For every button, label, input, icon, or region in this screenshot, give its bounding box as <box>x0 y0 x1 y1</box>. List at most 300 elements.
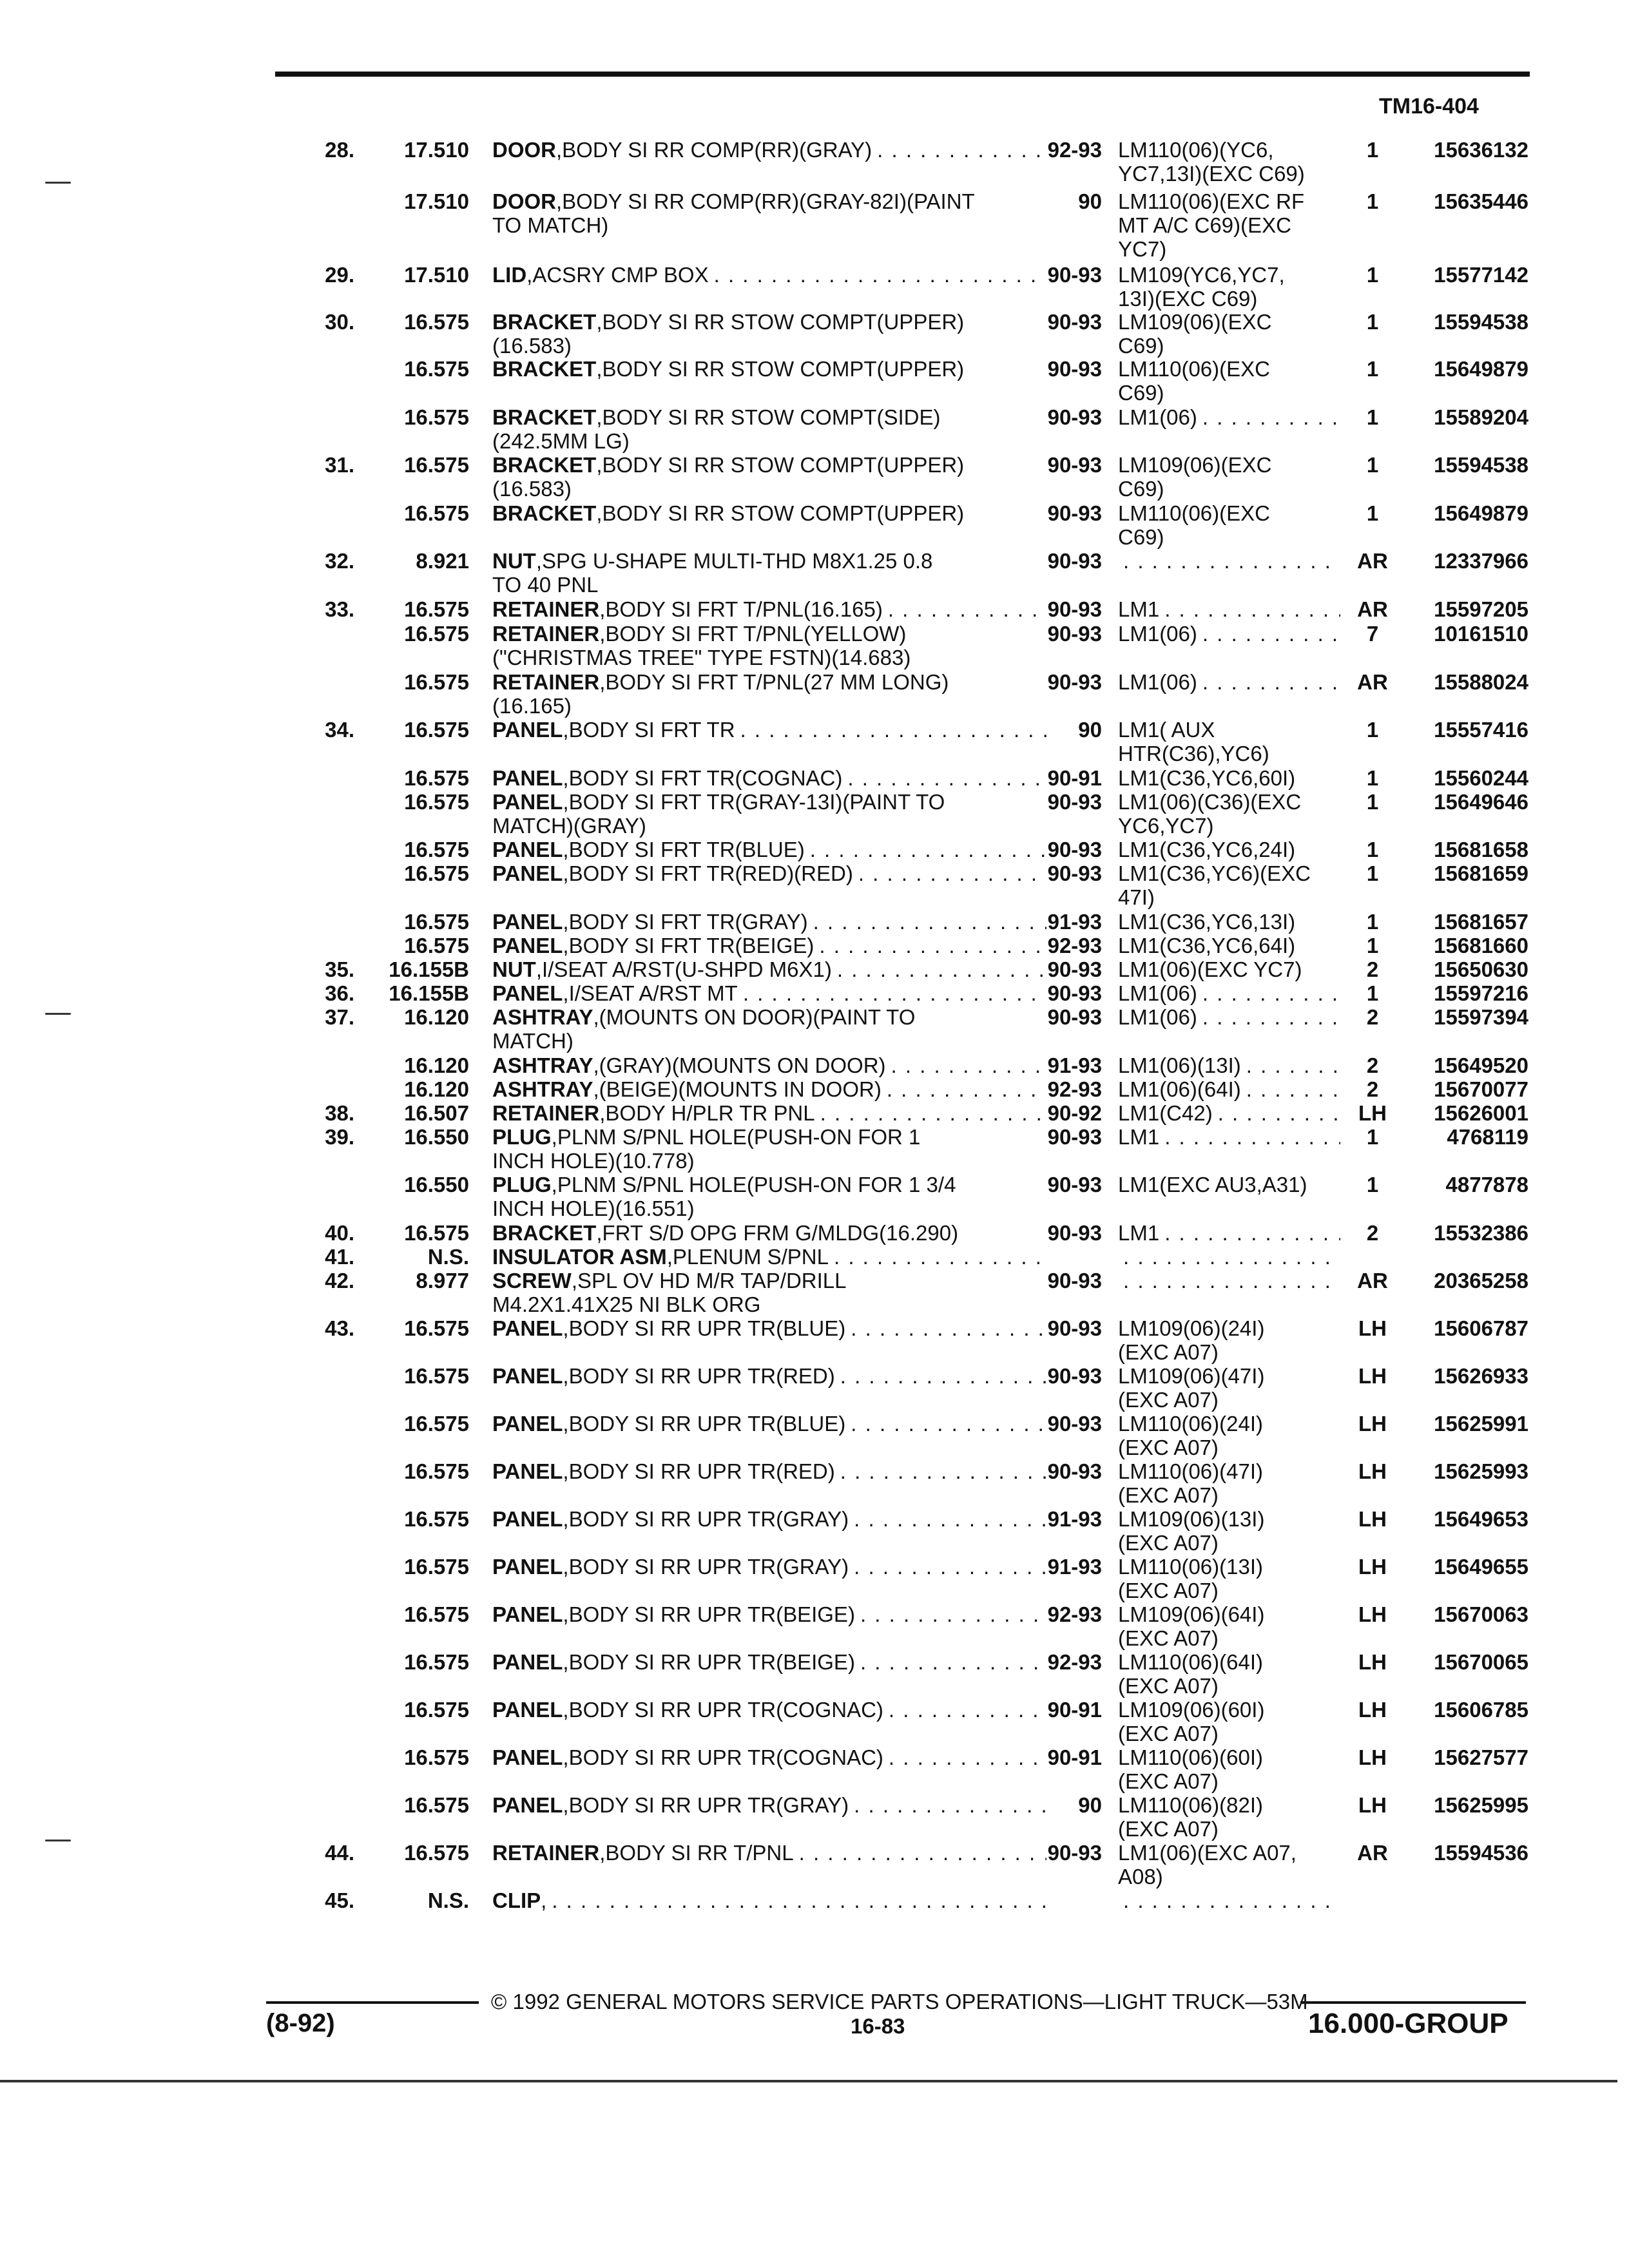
description-line <box>492 1888 1046 1912</box>
parts-row <box>0 934 1629 957</box>
model-years: 90-93 <box>1047 1841 1102 1865</box>
part-name: RETAINER <box>492 1101 600 1125</box>
part-name: DOOR <box>492 138 556 162</box>
part-number: 15626001 <box>1434 1101 1528 1125</box>
part-name: PANEL <box>492 1555 563 1579</box>
usage-text: LM1(C36,YC6,60I) <box>1118 766 1296 790</box>
group-number: 16.575 <box>404 1459 469 1483</box>
group-number: 16.120 <box>404 1053 469 1077</box>
part-description <box>492 1005 1046 1053</box>
group-number: 17.510 <box>404 189 469 213</box>
part-description <box>492 357 1046 381</box>
description-line <box>492 670 1046 694</box>
description-line <box>492 405 1046 429</box>
parts-row <box>0 310 1629 357</box>
part-number: 15560244 <box>1434 766 1528 790</box>
model-years: 92-93 <box>1047 138 1102 162</box>
quantity: 1 <box>1366 981 1379 1005</box>
description-line <box>492 310 1046 334</box>
part-name: NUT <box>492 957 536 981</box>
description-continuation: (16.583) <box>492 477 572 501</box>
description-continuation: TO MATCH) <box>492 213 609 237</box>
part-detail: ,BODY SI RR COMP(RR)(GRAY) <box>556 138 872 162</box>
part-name: LID <box>492 263 527 287</box>
quantity: 2 <box>1366 1053 1379 1077</box>
part-name: PLUG <box>492 1125 552 1149</box>
model-years: 90 <box>1078 1793 1102 1817</box>
item-number: 44. <box>325 1841 354 1865</box>
part-description <box>492 670 1046 718</box>
document-number: TM16-404 <box>1379 94 1479 119</box>
usage-code <box>1118 670 1340 694</box>
description-line <box>492 1173 1046 1196</box>
group-number: 16.575 <box>404 405 469 429</box>
part-name: PANEL <box>492 1459 563 1483</box>
usage-line <box>1118 1888 1340 1912</box>
description-line <box>492 1245 1046 1269</box>
usage-text: LM1(C42) <box>1118 1101 1213 1125</box>
dot-leader <box>854 1793 1046 1817</box>
top-rule <box>275 72 1530 77</box>
dot-leader <box>1246 1053 1340 1077</box>
part-description <box>492 453 1046 501</box>
group-number: 16.575 <box>404 1745 469 1769</box>
parts-row <box>0 263 1629 310</box>
group-number: 16.575 <box>404 790 469 814</box>
description-line <box>492 189 1046 213</box>
dot-leader <box>743 981 1046 1005</box>
usage-code <box>1118 263 1340 311</box>
part-description <box>492 310 1046 358</box>
usage-text: LM110(06)(24I) <box>1118 1412 1263 1436</box>
usage-line <box>1118 1698 1340 1722</box>
group-number: 16.575 <box>404 357 469 381</box>
model-years: 90-93 <box>1047 453 1102 477</box>
description-line <box>492 1316 1046 1340</box>
item-number: 43. <box>325 1316 354 1340</box>
usage-text: LM1(06)(EXC A07, <box>1118 1841 1296 1865</box>
part-name: PLUG <box>492 1173 552 1196</box>
dot-leader <box>834 1245 1046 1269</box>
description-line <box>492 138 1046 162</box>
usage-text: LM1(C36,YC6)(EXC <box>1118 861 1311 885</box>
model-years: 91-93 <box>1047 910 1102 934</box>
item-number: 45. <box>325 1888 354 1912</box>
usage-code <box>1118 981 1340 1005</box>
group-number: N.S. <box>427 1245 469 1269</box>
parts-row <box>0 189 1629 263</box>
part-number: 15594536 <box>1434 1841 1528 1865</box>
model-years: 90-93 <box>1047 790 1102 814</box>
description-line <box>492 1269 1046 1293</box>
description-line <box>492 1507 1046 1531</box>
usage-line <box>1118 310 1340 334</box>
usage-code <box>1118 910 1340 934</box>
parts-row <box>0 1650 1629 1698</box>
usage-line <box>1118 1125 1340 1149</box>
description-continuation: INCH HOLE)(10.778) <box>492 1149 695 1173</box>
parts-row <box>0 1364 1629 1412</box>
usage-line <box>1118 1005 1340 1029</box>
item-number: 41. <box>325 1245 354 1269</box>
usage-continuation: (EXC A07) <box>1118 1483 1219 1507</box>
description-line <box>492 1005 1046 1029</box>
usage-text: LM1(06) <box>1118 981 1197 1005</box>
usage-continuation: (EXC A07) <box>1118 1436 1219 1459</box>
part-number: 15636132 <box>1434 138 1528 162</box>
description-line <box>492 1650 1046 1674</box>
model-years: 91-93 <box>1047 1507 1102 1531</box>
part-detail: ,PLENUM S/PNL <box>666 1245 829 1269</box>
part-name: PANEL <box>492 1698 563 1722</box>
dot-leader <box>1123 1269 1340 1293</box>
usage-line <box>1118 622 1340 646</box>
part-detail: ,BODY SI RR COMP(RR)(GRAY-82I)(PAINT <box>556 189 975 213</box>
dot-leader <box>851 1316 1046 1340</box>
parts-list <box>0 138 1629 1912</box>
dot-leader <box>887 1077 1046 1101</box>
parts-row <box>0 405 1629 453</box>
model-years: 90-93 <box>1047 1005 1102 1029</box>
description-line <box>492 1101 1046 1125</box>
parts-row <box>0 597 1629 622</box>
usage-continuation: (EXC A07) <box>1118 1674 1219 1698</box>
model-years: 92-93 <box>1047 1077 1102 1101</box>
quantity: LH <box>1358 1101 1387 1125</box>
group-number: 16.575 <box>404 1364 469 1388</box>
quantity: LH <box>1358 1555 1387 1579</box>
part-description <box>492 501 1046 525</box>
group-number: 16.155B <box>389 957 469 981</box>
parts-row <box>0 1412 1629 1459</box>
dot-leader <box>1164 1221 1340 1245</box>
usage-continuation: C69) <box>1118 334 1164 358</box>
description-line <box>492 1745 1046 1769</box>
part-number: 15557416 <box>1434 718 1528 742</box>
usage-line <box>1118 934 1340 957</box>
item-number: 30. <box>325 310 354 334</box>
part-detail: ,(MOUNTS ON DOOR)(PAINT TO <box>593 1005 916 1029</box>
description-line <box>492 838 1046 861</box>
part-detail: ,(BEIGE)(MOUNTS IN DOOR) <box>593 1077 882 1101</box>
quantity: AR <box>1357 597 1388 621</box>
part-description <box>492 1221 1046 1245</box>
usage-continuation: YC7,13I)(EXC C69) <box>1118 162 1305 186</box>
usage-text: LM110(06)(60I) <box>1118 1745 1263 1769</box>
part-description <box>492 1841 1046 1865</box>
usage-code <box>1118 1602 1340 1650</box>
usage-text: LM1(06)(13I) <box>1118 1053 1241 1077</box>
dot-leader <box>1202 405 1340 429</box>
group-number: 16.575 <box>404 310 469 334</box>
description-line <box>492 1412 1046 1436</box>
parts-row <box>0 766 1629 790</box>
part-description <box>492 622 1046 669</box>
dot-leader <box>860 1602 1046 1626</box>
part-number: 15588024 <box>1434 670 1528 694</box>
part-detail: ,BODY SI RR T/PNL <box>599 1841 794 1865</box>
description-line <box>492 981 1046 1005</box>
model-years: 90-93 <box>1047 549 1102 573</box>
quantity: 1 <box>1366 405 1379 429</box>
group-number: 16.575 <box>404 1507 469 1531</box>
quantity: 7 <box>1366 622 1379 646</box>
part-description <box>492 1125 1046 1173</box>
part-name: BRACKET <box>492 405 597 429</box>
parts-row <box>0 1221 1629 1245</box>
model-years: 90-93 <box>1047 263 1102 287</box>
quantity: 1 <box>1366 910 1379 934</box>
quantity: AR <box>1357 1841 1388 1865</box>
part-description <box>492 1650 1046 1674</box>
item-number: 35. <box>325 957 354 981</box>
group-number: 8.921 <box>416 549 469 573</box>
model-years: 90-93 <box>1047 1459 1102 1483</box>
part-description <box>492 1745 1046 1769</box>
group-number: 16.575 <box>404 1316 469 1340</box>
usage-text: LM1(06)(64I) <box>1118 1077 1241 1101</box>
dot-leader <box>1218 1101 1340 1125</box>
usage-text: LM110(06)(YC6, <box>1118 138 1274 162</box>
model-years: 90-93 <box>1047 405 1102 429</box>
part-detail: ,SPL OV HD M/R TAP/DRILL <box>571 1269 847 1293</box>
group-number: 16.575 <box>404 1650 469 1674</box>
item-number: 31. <box>325 453 354 477</box>
usage-code <box>1118 1173 1340 1196</box>
usage-line <box>1118 1364 1340 1388</box>
quantity: LH <box>1358 1602 1387 1626</box>
part-number: 15681659 <box>1434 861 1528 885</box>
usage-text: LM109(06)(64I) <box>1118 1602 1265 1626</box>
group-number: 16.575 <box>404 1698 469 1722</box>
parts-row <box>0 1602 1629 1650</box>
parts-row <box>0 1793 1629 1841</box>
usage-line <box>1118 1745 1340 1769</box>
usage-line <box>1118 790 1340 814</box>
part-name: CLIP <box>492 1888 541 1912</box>
quantity: 1 <box>1366 718 1379 742</box>
dot-leader <box>1123 1888 1340 1912</box>
part-detail: ,I/SEAT A/RST(U-SHPD M6X1) <box>535 957 832 981</box>
parts-row <box>0 861 1629 910</box>
quantity: 1 <box>1366 453 1379 477</box>
parts-row <box>0 1077 1629 1101</box>
usage-line <box>1118 670 1340 694</box>
description-line <box>492 357 1046 381</box>
description-line <box>492 1841 1046 1865</box>
description-line <box>492 790 1046 814</box>
model-years: 90-93 <box>1047 357 1102 381</box>
dot-leader <box>820 1101 1046 1125</box>
usage-line <box>1118 453 1340 477</box>
dot-leader <box>1202 622 1340 646</box>
usage-code <box>1118 549 1340 573</box>
part-name: RETAINER <box>492 597 600 621</box>
description-line <box>492 1459 1046 1483</box>
usage-line <box>1118 1841 1340 1865</box>
part-description <box>492 838 1046 861</box>
dot-leader <box>1123 549 1340 573</box>
usage-text: LM109(06)(24I) <box>1118 1316 1265 1340</box>
part-detail: ,BODY SI FRT TR(COGNAC) <box>563 766 843 790</box>
part-name: BRACKET <box>492 357 597 381</box>
description-line <box>492 910 1046 934</box>
part-name: PANEL <box>492 981 563 1005</box>
usage-code <box>1118 1793 1340 1841</box>
group-number: 16.575 <box>404 453 469 477</box>
part-description <box>492 1077 1046 1101</box>
group-number: 16.575 <box>404 670 469 694</box>
part-number: 15649879 <box>1434 357 1528 381</box>
usage-code <box>1118 1221 1340 1245</box>
dot-leader <box>891 1053 1046 1077</box>
group-number: 16.507 <box>404 1101 469 1125</box>
footer-rule-left <box>266 2001 479 2004</box>
usage-code <box>1118 957 1340 981</box>
part-name: PANEL <box>492 718 563 742</box>
part-name: ASHTRAY <box>492 1005 593 1029</box>
quantity: 1 <box>1366 263 1379 287</box>
quantity: 1 <box>1366 189 1379 213</box>
usage-text: LM1(EXC AU3,A31) <box>1118 1173 1307 1196</box>
description-line <box>492 934 1046 957</box>
part-name: BRACKET <box>492 501 597 525</box>
part-number: 15649520 <box>1434 1053 1528 1077</box>
quantity: 1 <box>1366 1125 1379 1149</box>
group-number: 16.575 <box>404 766 469 790</box>
usage-code <box>1118 501 1340 549</box>
part-name: SCREW <box>492 1269 572 1293</box>
usage-line <box>1118 910 1340 934</box>
part-name: PANEL <box>492 1412 563 1436</box>
description-continuation: MATCH) <box>492 1029 574 1053</box>
usage-continuation: C69) <box>1118 525 1164 549</box>
description-line <box>492 622 1046 646</box>
part-number: 20365258 <box>1434 1269 1528 1293</box>
parts-row <box>0 838 1629 861</box>
usage-text: LM109(06)(EXC <box>1118 453 1272 477</box>
part-detail: ,BODY SI FRT TR(GRAY-13I)(PAINT TO <box>563 790 945 814</box>
part-detail: ,BODY SI RR STOW COMPT(SIDE) <box>596 405 941 429</box>
usage-text: LM1(06)(C36)(EXC <box>1118 790 1302 814</box>
usage-line <box>1118 1555 1340 1579</box>
part-detail: ,BODY SI RR UPR TR(GRAY) <box>563 1507 849 1531</box>
part-detail: ,BODY SI RR STOW COMPT(UPPER) <box>596 357 965 381</box>
description-continuation: INCH HOLE)(16.551) <box>492 1196 695 1220</box>
usage-code <box>1118 1364 1340 1412</box>
group-number: 16.575 <box>404 501 469 525</box>
description-line <box>492 957 1046 981</box>
usage-line <box>1118 1053 1340 1077</box>
usage-line <box>1118 1101 1340 1125</box>
group-number: 16.155B <box>389 981 469 1005</box>
model-years: 90-93 <box>1047 838 1102 861</box>
group-number: 16.575 <box>404 934 469 957</box>
part-description <box>492 1053 1046 1077</box>
usage-line <box>1118 405 1340 429</box>
model-years: 90 <box>1078 718 1102 742</box>
parts-row <box>0 910 1629 934</box>
description-continuation: (16.583) <box>492 334 572 358</box>
model-years: 90-93 <box>1047 1364 1102 1388</box>
usage-code <box>1118 1555 1340 1602</box>
usage-continuation: (EXC A07) <box>1118 1579 1219 1602</box>
quantity: 1 <box>1366 310 1379 334</box>
usage-text: LM1(06) <box>1118 670 1197 694</box>
group-number: 16.575 <box>404 838 469 861</box>
parts-row <box>0 1459 1629 1507</box>
usage-line <box>1118 1077 1340 1101</box>
usage-line <box>1118 1221 1340 1245</box>
parts-row <box>0 670 1629 718</box>
usage-code <box>1118 1316 1340 1364</box>
part-detail: ,BODY SI FRT TR(BEIGE) <box>563 934 815 957</box>
usage-text: LM1 <box>1118 1125 1160 1149</box>
footer-group-label: 16.000-GROUP <box>1308 2008 1509 2039</box>
usage-code <box>1118 1888 1340 1912</box>
group-number: 8.977 <box>416 1269 469 1293</box>
usage-text: LM1( AUX <box>1118 718 1215 742</box>
usage-code <box>1118 790 1340 838</box>
usage-continuation: (EXC A07) <box>1118 1340 1219 1364</box>
part-name: PANEL <box>492 1316 563 1340</box>
part-number: 15594538 <box>1434 310 1528 334</box>
quantity: LH <box>1358 1507 1387 1531</box>
usage-line <box>1118 597 1340 621</box>
part-detail: ,FRT S/D OPG FRM G/MLDG(16.290) <box>596 1221 959 1245</box>
quantity: 1 <box>1366 766 1379 790</box>
usage-line <box>1118 501 1340 525</box>
part-number: 15625991 <box>1434 1412 1528 1436</box>
dot-leader <box>837 957 1046 981</box>
item-number: 33. <box>325 597 354 621</box>
part-description <box>492 861 1046 885</box>
part-detail: ,BODY SI RR STOW COMPT(UPPER) <box>596 501 965 525</box>
usage-continuation: YC6,YC7) <box>1118 814 1214 838</box>
usage-code <box>1118 1101 1340 1125</box>
dot-leader <box>860 1650 1046 1674</box>
part-number: 15681658 <box>1434 838 1528 861</box>
usage-line <box>1118 957 1340 981</box>
model-years: 90-93 <box>1047 310 1102 334</box>
description-line <box>492 263 1046 287</box>
part-number: 15670077 <box>1434 1077 1528 1101</box>
bottom-rule <box>0 2080 1617 2082</box>
group-number: 16.550 <box>404 1173 469 1196</box>
dot-leader <box>889 1698 1046 1722</box>
description-line <box>492 1555 1046 1579</box>
model-years: 90-93 <box>1047 981 1102 1005</box>
usage-continuation: C69) <box>1118 381 1164 405</box>
dot-leader <box>1164 597 1340 621</box>
usage-line <box>1118 357 1340 381</box>
usage-line <box>1118 138 1340 162</box>
usage-continuation: (EXC A07) <box>1118 1531 1219 1555</box>
dot-leader <box>854 1555 1046 1579</box>
group-number: 16.575 <box>404 1221 469 1245</box>
usage-line <box>1118 1602 1340 1626</box>
model-years: 90-93 <box>1047 1412 1102 1436</box>
part-detail: ,BODY SI RR UPR TR(RED) <box>563 1459 835 1483</box>
part-name: PANEL <box>492 1745 563 1769</box>
parts-row <box>0 1101 1629 1125</box>
part-description <box>492 189 1046 237</box>
part-description <box>492 981 1046 1005</box>
model-years: 90-93 <box>1047 1173 1102 1196</box>
part-detail: ,BODY SI FRT TR(RED)(RED) <box>563 861 853 885</box>
usage-code <box>1118 622 1340 646</box>
quantity: 2 <box>1366 957 1379 981</box>
